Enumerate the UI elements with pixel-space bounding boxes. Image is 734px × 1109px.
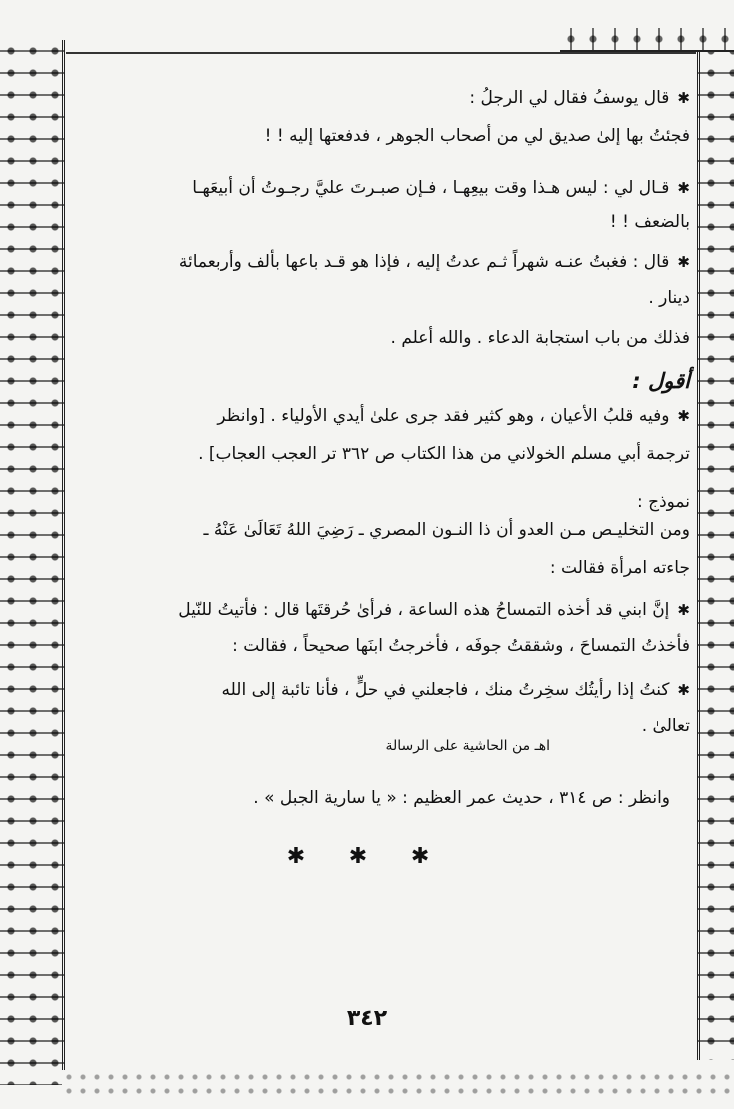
section-heading: أقول : [632, 369, 690, 393]
ornamental-border-right [697, 40, 734, 1060]
bullet-icon: ✱ [677, 681, 690, 699]
text-line: فأخذتُ التمساحَ ، وشققتُ جوفَه ، فأخرجتُ ابنَها صحيحاً ، فقالت : [232, 636, 690, 656]
text-line: ترجمة أبي مسلم الخولاني من هذا الكتاب ص ٣٦٢ تر العجب العجاب] . [198, 444, 690, 464]
text-line: ✱كنتُ إذا رأيتُك سخِرتُ منك ، فاجعلني في حلٍّ ، فأنا تائبة إلى الله [221, 680, 690, 700]
section-separator: ✱ ✱ ✱ [286, 844, 448, 869]
text-line: بالضعف ! ! [609, 212, 690, 232]
text-line: ومن التخليـص مـن العدو أن ذا النـون المصري ـ رَضِيَ اللهُ تَعَالَىٰ عَنْهُ ـ [203, 520, 690, 540]
text-line: ✱إنَّ ابني قد أخذه التمساحُ هذه الساعة ، فرأىٰ حُرقتَها قال : فأتيتُ للنّيل [178, 600, 690, 620]
page-bottom-edge [62, 1070, 734, 1100]
ornamental-border-left [0, 40, 65, 1085]
citation-note: اهـ من الحاشية على الرسالة [385, 738, 550, 754]
page-number: ٣٤٢ [346, 1006, 388, 1031]
text-line: دينار . [648, 288, 690, 308]
text-line: فجئتُ بها إلىٰ صديق لي من أصحاب الجوهر ، فدفعتها إليه ! ! [264, 126, 690, 146]
text-line: ✱وفيه قلبُ الأعيان ، وهو كثير فقد جرى علىٰ أيدي الأولياء . [وانظر [217, 406, 690, 426]
bullet-icon: ✱ [677, 179, 690, 197]
text-line: ✱قـال لي : ليس هـذا وقت بيعِهـا ، فـإن صبـرتَ عليَّ رجـوتُ أن أبيعَهـا [192, 178, 690, 198]
bullet-icon: ✱ [677, 253, 690, 271]
text-line: نموذج : [636, 492, 690, 512]
bullet-icon: ✱ [677, 601, 690, 619]
text-line: فذلك من باب استجابة الدعاء . والله أعلم . [390, 328, 690, 348]
bullet-icon: ✱ [677, 89, 690, 107]
ornamental-border-top [560, 28, 734, 52]
text-line: تعالىٰ . [641, 716, 690, 736]
text-line: جاءته امرأة فقالت : [549, 558, 690, 578]
text-line: وانظر : ص ٣١٤ ، حديث عمر العظيم : « يا سارية الجبل » . [253, 788, 670, 808]
bullet-icon: ✱ [677, 407, 690, 425]
text-line: ✱قال يوسفُ فقال لي الرجلُ : [469, 88, 690, 108]
text-line: ✱قال : فغبتُ عنـه شهراً ثـم عدتُ إليه ، فإذا هو قـد باعها بألف وأربعمائة [178, 252, 690, 272]
